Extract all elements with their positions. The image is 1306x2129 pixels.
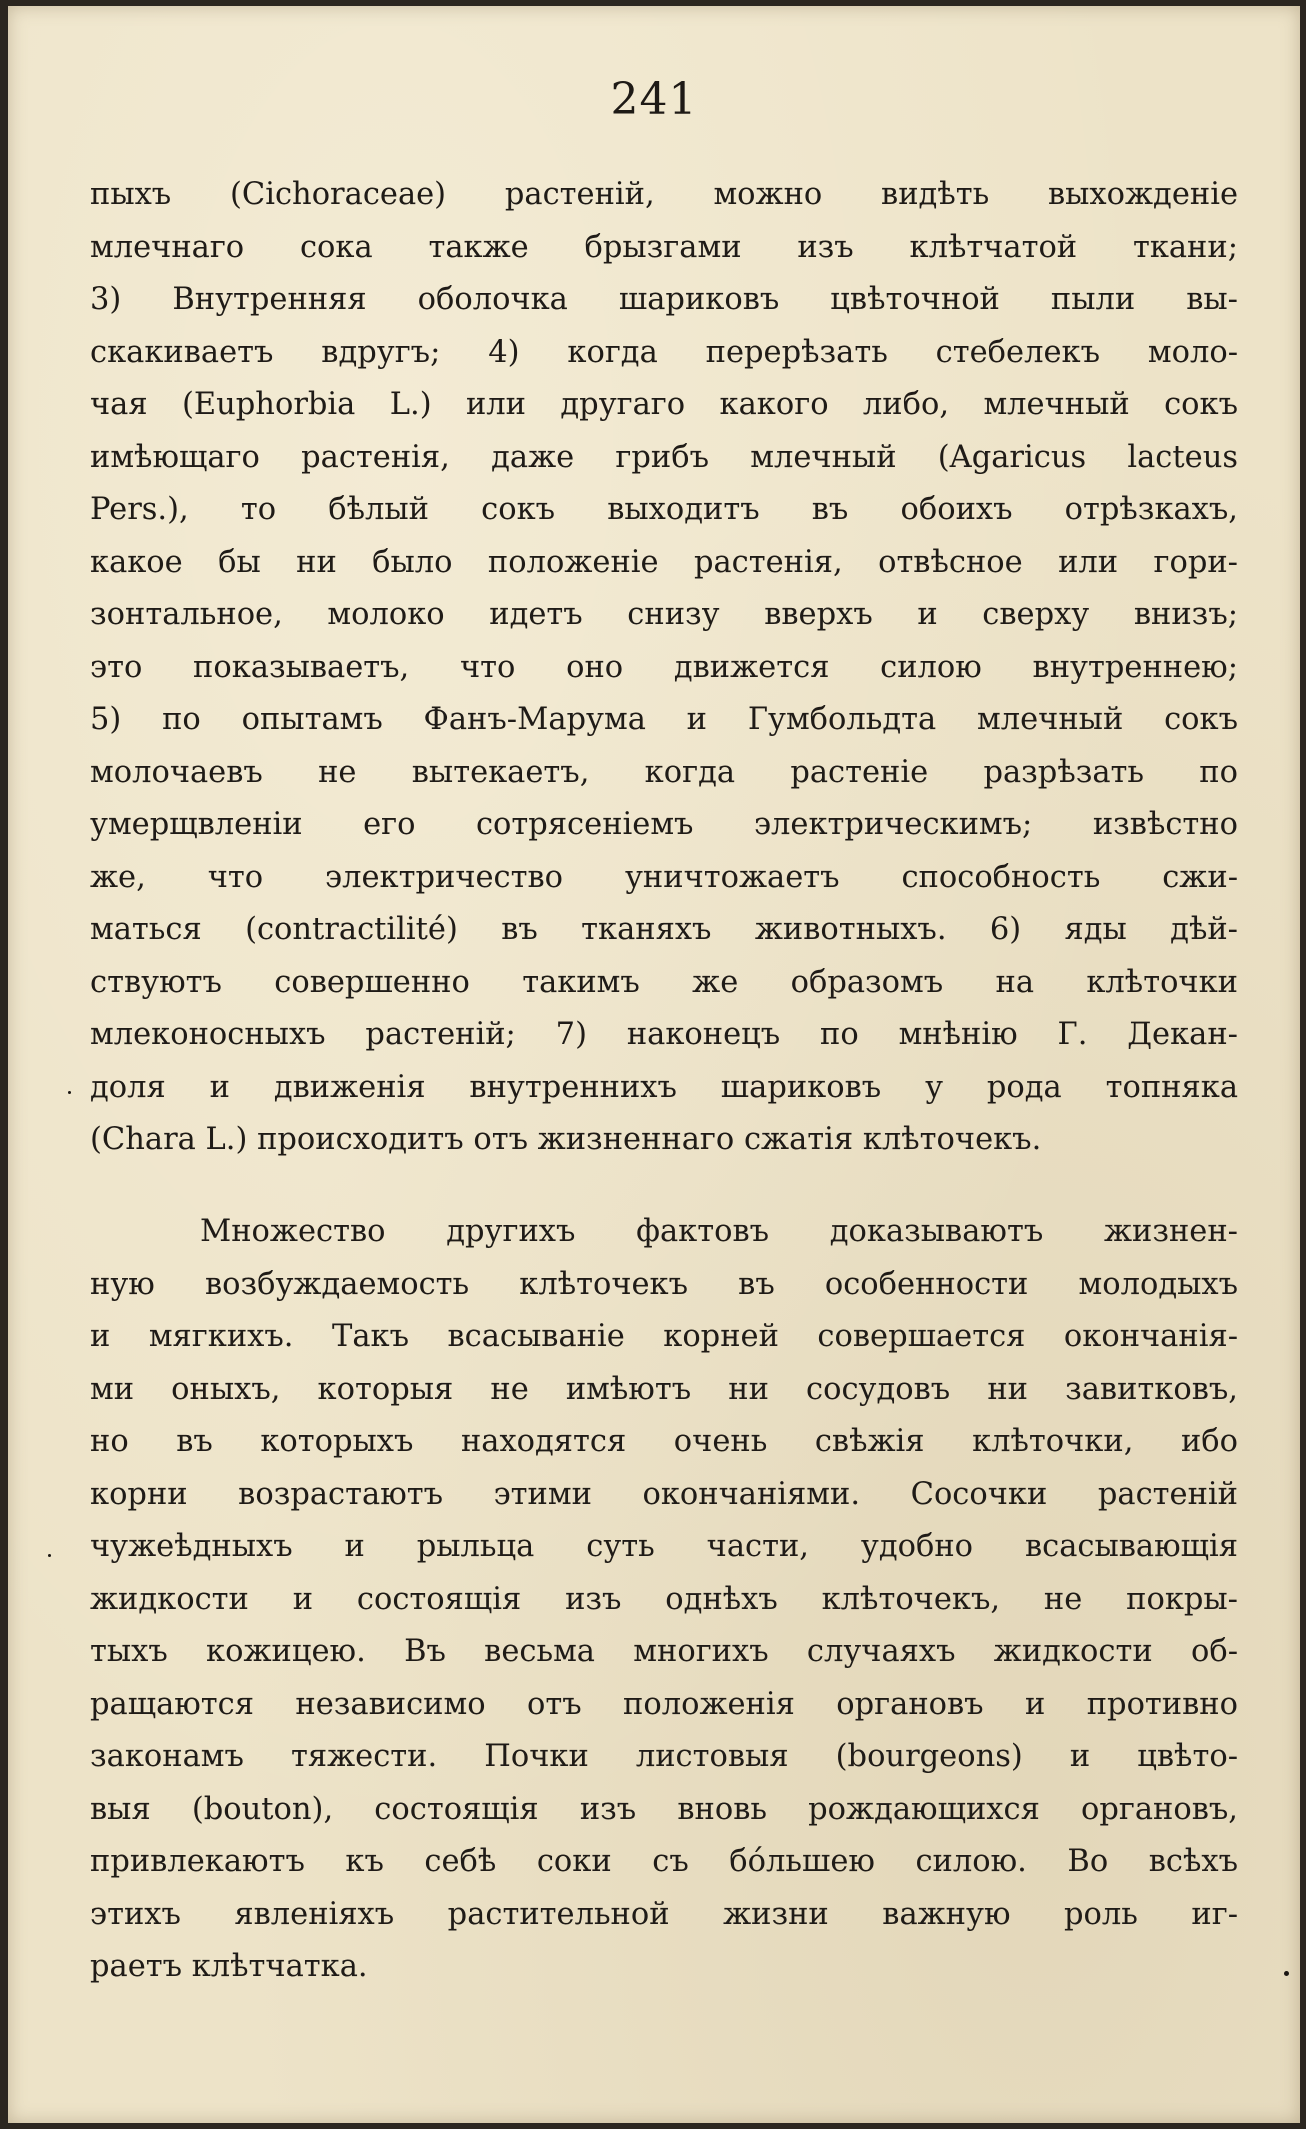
text-line: ми оныхъ, которыя не имѣютъ ни сосудовъ ни завитковъ, [90, 1371, 1238, 1407]
text-line: ствуютъ совершенно такимъ же образомъ на клѣточки [90, 964, 1238, 1000]
text-line: 5) по опытамъ Фанъ-Марума и Гумбольдта млечный сокъ [90, 702, 1238, 737]
text-line: имѣющаго растенія, даже грибъ млечный (Agaricus lacteus [90, 439, 1238, 475]
text-line: доля и движенія внутреннихъ шариковъ у рода топняка [90, 1069, 1238, 1105]
text-line: млеконосныхъ растеній; 7) наконецъ по мнѣнію Г. Декан- [90, 1017, 1238, 1052]
text-line: маться (contractilité) въ тканяхъ животныхъ. 6) яды дѣй- [90, 912, 1238, 947]
paragraph-1 [90, 169, 1238, 1167]
page-number: 241 [610, 74, 698, 125]
text-line: раетъ клѣтчатка. [90, 1949, 368, 1984]
text-line: какое бы ни было положеніе растенія, отвѣсное или гори- [90, 544, 1238, 580]
text-line: жидкости и состоящія изъ однѣхъ клѣточекъ, не покры- [90, 1581, 1238, 1617]
text-line: чужеѣдныхъ и рыльца суть части, удобно всасывающія [90, 1529, 1238, 1564]
text-line: привлекаютъ къ себѣ соки съ бо́льшею силою. Во всѣхъ [90, 1844, 1238, 1879]
scanned-book-page [8, 6, 1300, 2123]
text-line: Множество другихъ фактовъ доказываютъ жизнен- [200, 1214, 1238, 1249]
ink-speck [68, 1091, 71, 1094]
text-line: умерщвленіи его сотрясеніемъ электрическимъ; извѣстно [90, 807, 1238, 842]
text-line: молочаевъ не вытекаетъ, когда растеніе разрѣзать по [90, 754, 1238, 790]
text-line: (Chara L.) происходитъ отъ жизненнаго сжатія клѣточекъ. [90, 1122, 1042, 1157]
text-line: зонтальное, молоко идетъ снизу вверхъ и сверху внизъ; [90, 597, 1238, 632]
text-line: млечнаго сока также брызгами изъ клѣтчатой ткани; [90, 229, 1238, 265]
text-line: 3) Внутренняя оболочка шариковъ цвѣточной пыли вы- [90, 282, 1238, 317]
ink-speck [1284, 1971, 1289, 1976]
text-line: и мягкихъ. Такъ всасываніе корней совершается окончанія- [90, 1319, 1238, 1354]
text-line: ращаются независимо отъ положенія органовъ и противно [90, 1686, 1238, 1722]
text-line: пыхъ (Cichoraceae) растеній, можно видѣть выхожденіе [90, 177, 1238, 212]
text-line: Pers.), то бѣлый сокъ выходитъ въ обоихъ отрѣзкахъ, [90, 492, 1238, 527]
text-line: скакиваетъ вдругъ; 4) когда перерѣзать стебелекъ моло- [90, 334, 1238, 370]
text-line: выя (bouton), состоящія изъ вновь рождающихся органовъ, [90, 1791, 1238, 1827]
text-line: чая (Euphorbia L.) или другаго какого либо, млечный сокъ [90, 387, 1238, 422]
text-line: же, что электричество уничтожаетъ способность сжи- [90, 859, 1238, 895]
text-line: это показываетъ, что оно движется силою внутреннею; [90, 649, 1238, 685]
text-line: но въ которыхъ находятся очень свѣжія клѣточки, ибо [90, 1424, 1238, 1459]
text-line: этихъ явленіяхъ растительной жизни важную роль иг- [90, 1896, 1238, 1932]
ink-speck [48, 1554, 51, 1557]
text-line: законамъ тяжести. Почки листовыя (bourgeons) и цвѣто- [90, 1739, 1238, 1774]
text-line: тыхъ кожицею. Въ весьма многихъ случаяхъ жидкости об- [90, 1634, 1238, 1669]
text-line: корни возрастаютъ этими окончаніями. Сосочки растеній [90, 1476, 1238, 1512]
paragraph-2 [90, 1206, 1238, 1994]
text-line: ную возбуждаемость клѣточекъ въ особенности молодыхъ [90, 1266, 1238, 1302]
